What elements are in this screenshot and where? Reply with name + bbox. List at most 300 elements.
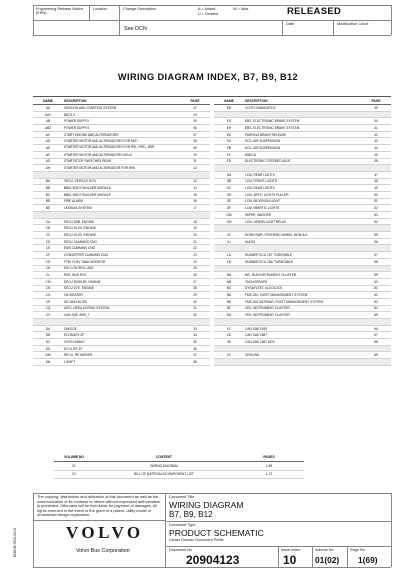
row-page: 48	[361, 178, 391, 185]
col-header-volume-no: VOLUME NO	[54, 453, 94, 462]
row-description: HUBNER ECU 2ND TURNTABLE	[244, 258, 361, 265]
table-row	[33, 359, 210, 366]
row-name: GC	[214, 185, 244, 192]
row-name: NE	[214, 298, 244, 305]
row-description: GROUND	[244, 352, 361, 359]
table-row	[214, 125, 391, 132]
row-page: 29	[180, 292, 210, 299]
row-page: 05	[180, 118, 210, 125]
row-page: 21	[180, 238, 210, 245]
row-name	[33, 171, 63, 178]
row-page: 47	[361, 171, 391, 178]
row-name: GM	[214, 212, 244, 219]
volume-table	[54, 453, 304, 479]
row-page: 52	[361, 205, 391, 212]
table-row	[33, 258, 210, 265]
table-row	[214, 305, 391, 312]
row-name: GF	[214, 205, 244, 212]
table-row	[33, 285, 210, 292]
table-row	[214, 258, 391, 265]
table-row	[33, 158, 210, 165]
row-description: TACHOGRAPH	[244, 278, 361, 285]
table-row	[214, 205, 391, 212]
row-name	[214, 319, 244, 326]
table-row	[214, 352, 391, 359]
table-row	[214, 191, 391, 198]
row-page: 49	[361, 185, 391, 192]
row-description: CAN SAE 1587 UDS	[244, 339, 361, 346]
row-description: VECU, VEHICLE ECU	[63, 178, 180, 185]
volume-row	[54, 470, 304, 479]
row-name: GN	[214, 218, 244, 225]
table-row	[33, 265, 210, 272]
row-page: 19	[180, 225, 210, 232]
document-type: PRODUCT SCHEMATIC	[169, 528, 264, 538]
table-row	[33, 305, 210, 312]
row-page	[361, 319, 391, 326]
row-name: AH	[33, 165, 63, 172]
table-row	[33, 278, 210, 285]
row-name: FA	[214, 138, 244, 145]
document-type-label: Document Type	[169, 523, 196, 527]
document-title: WIRING DIAGRAM	[169, 500, 244, 510]
row-description: LCM, REAR LIGHTS	[244, 185, 361, 192]
row-name: CN	[33, 285, 63, 292]
row-name: CB	[33, 225, 63, 232]
row-page: 45	[361, 151, 391, 158]
row-description: LCM, XENON LIGHT RELAY	[244, 218, 361, 225]
table-row	[33, 339, 210, 346]
table-row	[214, 319, 391, 326]
table-row	[214, 178, 391, 185]
table-row	[214, 232, 391, 239]
row-name: NC	[214, 285, 244, 292]
row-description: LCM, ARTIC LIGHTS PULLER	[244, 191, 361, 198]
row-name: CQ	[33, 305, 63, 312]
table-row	[33, 205, 210, 212]
row-page: 04	[180, 111, 210, 118]
row-page	[180, 212, 210, 219]
table-row	[33, 245, 210, 252]
row-page: 12	[180, 165, 210, 172]
table-row	[214, 332, 391, 339]
volume-no: 02	[54, 470, 94, 479]
table-row	[214, 345, 391, 352]
row-name: XE	[214, 339, 244, 346]
table-row	[214, 225, 391, 232]
row-description: LCM, B9ARTIC LIGHTS	[244, 205, 361, 212]
row-description: ESI CONTROL UNIT	[63, 265, 180, 272]
row-name: GE	[214, 198, 244, 205]
row-name: CF	[33, 252, 63, 259]
row-page	[361, 359, 391, 366]
row-name: CL	[33, 272, 63, 279]
row-name: NF	[214, 305, 244, 312]
row-page: 40	[361, 118, 391, 125]
row-name: AG	[33, 158, 63, 165]
row-name: BE	[33, 205, 63, 212]
table-row	[33, 225, 210, 232]
row-name: FC	[214, 151, 244, 158]
table-row	[214, 245, 391, 252]
row-page: 57	[361, 252, 391, 259]
row-name: DD	[33, 345, 63, 352]
row-description: CAN SAE 1587	[244, 332, 361, 339]
row-name: AC	[33, 131, 63, 138]
row-name: IU	[214, 238, 244, 245]
table-row	[214, 212, 391, 219]
row-name: CG	[33, 258, 63, 265]
table-row	[214, 312, 391, 319]
document-no: 20904123	[186, 553, 240, 567]
row-name: DB	[33, 332, 63, 339]
row-page: 50	[361, 191, 391, 198]
row-page: 64	[361, 305, 391, 312]
row-name	[214, 111, 244, 118]
row-page: 34	[180, 332, 210, 339]
row-description: RSS, BUS SYS	[63, 272, 180, 279]
row-description: FMS 200 GATEWAY, FLEET MANAGEMENT SYSTEM	[244, 298, 361, 305]
table-row	[214, 185, 391, 192]
row-description	[244, 319, 361, 326]
row-description: GM-EGE	[63, 325, 180, 332]
row-description: LKS/DAS-SYSTEM	[63, 205, 180, 212]
row-name	[33, 212, 63, 219]
row-description: ECS, AIR SUSPENSION	[244, 145, 361, 152]
row-description: EECU D9B, ENGINE	[63, 218, 180, 225]
volume-no-label: Volume No	[315, 548, 334, 552]
row-name: EH	[214, 125, 244, 132]
row-description: EBS, ELECTRONIC BRAKE SYSTEM	[244, 118, 361, 125]
col-header-content: CONTENT	[94, 453, 234, 462]
row-description: EECU D7E, ENGINE	[63, 285, 180, 292]
row-description	[244, 111, 361, 118]
row-description: ISC AND IN ISS	[63, 298, 180, 305]
row-page: 31	[180, 305, 210, 312]
row-name: AA2	[33, 111, 63, 118]
row-description: ANECU	[244, 151, 361, 158]
row-name	[214, 265, 244, 272]
legend-deleted: U = Deleted	[198, 11, 219, 16]
table-row	[214, 165, 391, 172]
row-page: 65	[361, 312, 391, 319]
row-description: CAN SAE J939_7	[63, 312, 180, 319]
row-page	[361, 225, 391, 232]
row-page: 38	[180, 359, 210, 366]
row-name: EK	[214, 131, 244, 138]
page-no-label: Page No	[350, 548, 365, 552]
table-row	[33, 165, 210, 172]
row-description: I-SHIFT	[63, 359, 180, 366]
modification-count-label: Modification Count	[337, 22, 369, 26]
col-header-page: PAGE	[180, 98, 210, 105]
row-page: 20	[180, 232, 210, 239]
row-page: 11	[180, 158, 210, 165]
date-label: Date	[286, 22, 295, 26]
row-name: AB	[33, 118, 63, 125]
row-description: VOITH DIWA5 ARTIC	[244, 105, 361, 112]
table-row	[214, 105, 391, 112]
table-row	[33, 151, 210, 158]
row-name: AA	[33, 105, 63, 112]
table-row	[33, 111, 210, 118]
table-row	[214, 151, 391, 158]
row-name: FD	[214, 158, 244, 165]
page-title: WIRING DIAGRAM INDEX, B7, B9, B12	[117, 72, 299, 82]
row-page: 32	[180, 312, 210, 319]
row-description: FIRE ALARM	[63, 198, 180, 205]
table-row	[214, 339, 391, 346]
row-name: GD	[214, 191, 244, 198]
row-name	[214, 225, 244, 232]
table-row	[214, 131, 391, 138]
row-name: EG	[214, 118, 244, 125]
row-page	[361, 111, 391, 118]
row-name	[214, 245, 244, 252]
table-row	[214, 171, 391, 178]
row-description	[244, 359, 361, 366]
table-row	[33, 298, 210, 305]
table-row	[33, 319, 210, 326]
row-page: 44	[361, 145, 391, 152]
row-page: 61	[361, 285, 391, 292]
row-description: EECU D9/D12E, ENGINE	[63, 278, 180, 285]
row-page: 43	[361, 138, 391, 145]
table-row	[214, 359, 391, 366]
row-description	[244, 225, 361, 232]
table-row	[214, 158, 391, 165]
volume-row	[54, 462, 304, 471]
ern-label: Engineering Release Notice (ERN)	[36, 7, 84, 16]
row-page: 59	[361, 272, 391, 279]
row-page: 60	[361, 278, 391, 285]
table-row	[33, 191, 210, 198]
volvo-logo: VOLVO	[66, 523, 144, 542]
row-description: EMS CUMMINS CNG	[63, 245, 180, 252]
row-name: BC	[33, 191, 63, 198]
document-title-label: Document Title	[169, 495, 195, 499]
table-row	[33, 292, 210, 299]
row-name: CC	[33, 232, 63, 239]
row-name: ZC	[214, 352, 244, 359]
table-row	[214, 298, 391, 305]
row-name: AB2	[33, 125, 63, 132]
volume-pages: 1-69	[234, 462, 304, 471]
table-row	[33, 352, 210, 359]
row-description: EECU D12D, ENGINE	[63, 232, 180, 239]
row-page: 67	[361, 332, 391, 339]
row-name: GB	[214, 178, 244, 185]
row-description: OIL/HEATER	[63, 292, 180, 299]
table-row	[214, 138, 391, 145]
issue-index-label: Issue Index	[281, 548, 301, 552]
see-dcn: See DCN	[124, 26, 147, 32]
page-no: 1(69)	[358, 555, 378, 565]
table-row	[214, 118, 391, 125]
row-name: CM	[33, 278, 63, 285]
row-description	[244, 345, 361, 352]
row-page	[180, 319, 210, 326]
row-description	[244, 165, 361, 172]
row-description: CONVERTER CUMMINS CNG	[63, 252, 180, 259]
row-description: EBS, ELECTRONIC BRAKE SYSTEM	[244, 125, 361, 132]
row-page: 25	[180, 265, 210, 272]
table-row	[214, 218, 391, 225]
row-name: CH	[33, 265, 63, 272]
row-name: ND	[214, 292, 244, 299]
owner-label: Owner Domain Document Prefix	[169, 538, 224, 542]
row-page: 63	[361, 298, 391, 305]
row-page: 35	[180, 339, 210, 346]
row-name: AD	[33, 138, 63, 145]
row-page: 23	[180, 252, 210, 259]
row-page: 33	[180, 325, 210, 332]
released-stamp: RELEASED	[287, 6, 342, 17]
table-row	[33, 232, 210, 239]
index-table-left	[33, 98, 210, 366]
copyright-notice: The copying, distribution and utilization of this document as well as the communication of its contents to others without expressed authorization is prohibited. Offenders will be held liable for payment of damages. All rights reserved in the event of the grant of a patent, utility model or ornamental design registration.	[37, 494, 161, 518]
row-page: 22	[180, 245, 210, 252]
row-description: LCM, B5 XENON LIGHT	[244, 198, 361, 205]
row-description: ECS, AIR SUSPENSION	[244, 138, 361, 145]
index-table-right	[214, 98, 391, 366]
row-page: 28	[180, 285, 210, 292]
row-description: BBM, BODY BUILDER MODULE	[63, 185, 180, 192]
row-description: EECU D12D, ENGINE	[63, 225, 180, 232]
row-description: START/STOP SWITCHES REAR	[63, 158, 180, 165]
row-page: 16	[180, 198, 210, 205]
row-name: BB	[33, 185, 63, 192]
row-page: 07	[180, 131, 210, 138]
row-description: CAN SAE 1939	[244, 325, 361, 332]
row-name	[214, 359, 244, 366]
table-row	[33, 218, 210, 225]
table-row	[214, 145, 391, 152]
table-row	[214, 238, 391, 245]
row-name: NG	[214, 312, 244, 319]
row-page: 39	[361, 105, 391, 112]
row-name: CD	[33, 238, 63, 245]
row-description: VDV, INSTRUMENT CLUSTER	[244, 312, 361, 319]
document-no-label: Document No	[169, 548, 193, 552]
row-description	[244, 265, 361, 272]
legend-was: W = Was	[233, 7, 249, 11]
table-row	[33, 178, 210, 185]
row-name: BD	[33, 198, 63, 205]
col-header-name: NAME	[214, 98, 244, 105]
row-page: 56	[361, 238, 391, 245]
row-name: AE	[33, 145, 63, 152]
table-row	[214, 265, 391, 272]
row-page: 46	[361, 158, 391, 165]
row-description: FTM, FUEL TANK MONITOR	[63, 258, 180, 265]
table-row	[33, 345, 210, 352]
row-page: 10	[180, 151, 210, 158]
row-name	[214, 165, 244, 172]
row-page: 14	[180, 185, 210, 192]
col-header-description: DESCRIPTION	[244, 98, 361, 105]
row-description: POWER SUPPLY	[63, 125, 180, 132]
document-subtitle: B7, B9, B12	[169, 510, 213, 519]
row-page: 69	[361, 352, 391, 359]
row-page: 30	[180, 298, 210, 305]
row-description: HORN SWR, STEERING WHEEL MODULE	[244, 232, 361, 239]
row-page	[361, 345, 391, 352]
company-name: Volvo Bus Corporation	[76, 548, 130, 554]
volume-no: 01(02)	[315, 555, 340, 565]
row-description: RECU, RETARDER	[63, 352, 180, 359]
row-name: CO	[33, 292, 63, 299]
table-row	[214, 252, 391, 259]
row-page: 15	[180, 191, 210, 198]
row-description: AUDIO	[244, 238, 361, 245]
row-page: 58	[361, 258, 391, 265]
row-page: 06	[180, 125, 210, 132]
table-row	[33, 212, 210, 219]
row-page: 36	[180, 345, 210, 352]
table-row	[214, 278, 391, 285]
row-page	[361, 245, 391, 252]
col-header-page: PAGE	[361, 98, 391, 105]
row-page: 53	[361, 212, 391, 219]
row-name: BA	[33, 178, 63, 185]
row-description: LCM, REAR LIGHTS	[244, 171, 361, 178]
row-page: 02	[180, 105, 210, 112]
row-description: START ENGINE AND ALTERNATORS	[63, 131, 180, 138]
col-header-description: DESCRIPTION	[63, 98, 180, 105]
volume-pages: 1-72	[234, 470, 304, 479]
row-description: STARTER MOTOR AND ALTERNATOR FOR R95	[63, 165, 180, 172]
row-description: BBM, BODY BUILDER MODULE	[63, 191, 180, 198]
row-name: AF	[33, 151, 63, 158]
row-page: 37	[180, 352, 210, 359]
row-description	[63, 171, 180, 178]
row-page: 08	[180, 138, 210, 145]
row-description: VDV, INSTRUMENT CLUSTER	[244, 305, 361, 312]
row-page: 68	[361, 339, 391, 346]
table-row	[214, 111, 391, 118]
table-row	[33, 312, 210, 319]
row-name: NB	[214, 278, 244, 285]
row-description: BATS-3	[63, 111, 180, 118]
row-name: CP	[33, 298, 63, 305]
row-page: 54	[361, 218, 391, 225]
row-page: 27	[180, 278, 210, 285]
row-name: DN	[33, 359, 63, 366]
row-description: ECOMATX ZF	[63, 332, 180, 339]
row-description	[63, 212, 180, 219]
row-name	[33, 319, 63, 326]
row-description: HUBNER ECU 1ST TURNTABLE	[244, 252, 361, 259]
row-page: 62	[361, 292, 391, 299]
row-name: ED	[214, 105, 244, 112]
row-page: 17	[180, 205, 210, 212]
col-header-name: NAME	[33, 98, 63, 105]
table-row	[33, 198, 210, 205]
table-row	[214, 198, 391, 205]
row-description: EECU CUMMINS CNG	[63, 238, 180, 245]
row-page	[180, 171, 210, 178]
table-row	[33, 238, 210, 245]
row-description: STARTER MOTOR AND ALTERNATORS FOR R9L, R9TL, B9R	[63, 145, 180, 152]
col-header-pages: PAGES	[234, 453, 304, 462]
row-page: 51	[361, 198, 391, 205]
table-row	[33, 171, 210, 178]
row-description: PARKING BRAKE RELEASE	[244, 131, 361, 138]
row-name: XD	[214, 332, 244, 339]
table-row	[33, 272, 210, 279]
row-page: 42	[361, 131, 391, 138]
